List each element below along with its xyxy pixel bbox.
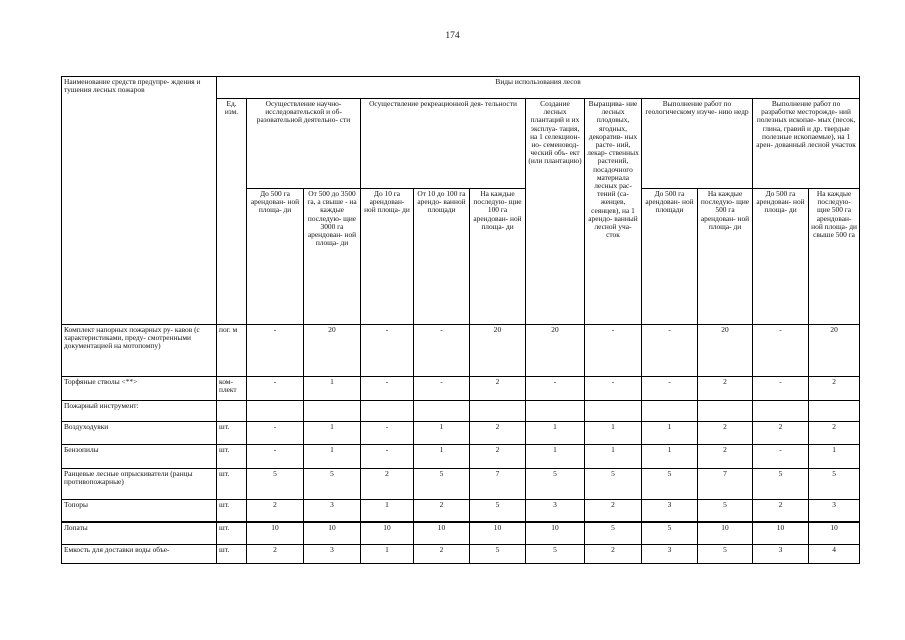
row-item-name: Пожарный инструмент: [62, 401, 217, 422]
row-value-cell: 5 [698, 500, 753, 522]
row-unit: шт. [217, 500, 247, 522]
row-value-cell: - [753, 445, 809, 469]
row-unit: шт. [217, 545, 247, 564]
row-value-cell: 10 [414, 522, 470, 545]
row-value-cell: - [414, 377, 470, 401]
row-value-cell: 10 [809, 522, 860, 545]
row-unit: пог. м [217, 325, 247, 377]
row-value-cell: 5 [753, 469, 809, 500]
table-row [62, 522, 860, 545]
row-value-cell: 7 [698, 469, 753, 500]
row-value-cell: 3 [526, 500, 585, 522]
row-item-name: Лопаты [62, 522, 217, 545]
row-value-cell: 20 [526, 325, 585, 377]
subheader-recreation-10-100: От 10 до 100 га арендо- ванной площади [414, 189, 470, 325]
row-value-cell: 3 [642, 500, 698, 522]
row-value-cell: - [247, 325, 304, 377]
row-value-cell: 1 [585, 445, 642, 469]
row-value-cell: 1 [809, 445, 860, 469]
row-value-cell: 10 [526, 522, 585, 545]
row-value-cell: 2 [809, 422, 860, 445]
fire-equipment-table [61, 76, 860, 564]
row-value-cell [361, 401, 414, 422]
header-group-mining: Выполнение работ по разработке месторожде- ний полезных ископае- мых (песок, глина, гравий и др. твердые полезные ископаемые), на 1 арен- дованный лесной участок [753, 99, 860, 189]
row-item-name: Воздуходувки [62, 422, 217, 445]
row-value-cell: 1 [526, 422, 585, 445]
row-value-cell: - [642, 377, 698, 401]
subheader-mining-up-to-500: До 500 га арендован- ной площа- ди [753, 189, 809, 325]
row-value-cell: 3 [809, 500, 860, 522]
row-value-cell: - [361, 377, 414, 401]
row-value-cell [247, 401, 304, 422]
row-value-cell [642, 401, 698, 422]
row-value-cell: 20 [470, 325, 526, 377]
row-value-cell: 1 [585, 422, 642, 445]
row-value-cell: 2 [470, 445, 526, 469]
row-value-cell: - [414, 325, 470, 377]
row-value-cell: 10 [247, 522, 304, 545]
row-unit: шт. [217, 522, 247, 545]
row-value-cell: - [526, 377, 585, 401]
row-unit [217, 401, 247, 422]
row-value-cell: - [753, 377, 809, 401]
row-value-cell: 1 [414, 422, 470, 445]
row-value-cell: 10 [753, 522, 809, 545]
row-value-cell: 2 [361, 469, 414, 500]
table-row [62, 377, 860, 401]
table-row [62, 545, 860, 564]
header-group-research: Осуществление научно- исследовательской и об- разовательной деятельно- сти [247, 99, 361, 189]
row-value-cell: 3 [304, 545, 361, 564]
row-item-name: Ранцевые лесные опрыскиватели (ранцы противопожарные) [62, 469, 217, 500]
row-value-cell: 10 [304, 522, 361, 545]
row-value-cell: 5 [585, 469, 642, 500]
row-value-cell: 2 [753, 422, 809, 445]
row-value-cell: 10 [361, 522, 414, 545]
row-value-cell: 1 [361, 500, 414, 522]
row-value-cell: 5 [470, 500, 526, 522]
subheader-research-up-to-500: До 500 га арендован- ной площа- ди [247, 189, 304, 325]
row-value-cell: 4 [809, 545, 860, 564]
row-value-cell: 2 [585, 545, 642, 564]
row-value-cell: 5 [470, 545, 526, 564]
header-group-recreation: Осуществление рекреационной дея- тельности [361, 99, 526, 189]
row-value-cell [304, 401, 361, 422]
table-row [62, 445, 860, 469]
row-item-name: Топоры [62, 500, 217, 522]
row-value-cell: - [642, 325, 698, 377]
row-value-cell: 10 [470, 522, 526, 545]
table-row [62, 469, 860, 500]
row-value-cell: 2 [698, 422, 753, 445]
row-value-cell: 3 [304, 500, 361, 522]
header-group-title: Виды использования лесов [217, 77, 860, 99]
table-row [62, 500, 860, 522]
row-value-cell: - [247, 445, 304, 469]
row-value-cell: 5 [414, 469, 470, 500]
row-value-cell: 2 [414, 500, 470, 522]
subheader-mining-each-500: На каждые последую- щие 500 га арендован- ной площа- ди свыше 500 га [809, 189, 860, 325]
row-item-name: Торфяные стволы <**> [62, 377, 217, 401]
row-value-cell: 5 [809, 469, 860, 500]
subheader-geology-each-500: На каждые последую- щие 500 га арендован- ной площа- ди [698, 189, 753, 325]
row-value-cell: 5 [698, 545, 753, 564]
row-value-cell [698, 401, 753, 422]
header-group-cultivation: Выращива- ние лесных плодовых, ягодных, декоратив- ных расте- ний, лекар- ственных растений, посадочного материала лесных рас- тений (са- женцев, сеянцев), на 1 арендо- ванный лесной уча- сток [585, 99, 642, 325]
row-value-cell: 20 [809, 325, 860, 377]
row-item-name: Емкость для доставки воды объе- [62, 545, 217, 564]
row-value-cell: 2 [698, 377, 753, 401]
row-value-cell: 20 [698, 325, 753, 377]
row-value-cell: 3 [642, 545, 698, 564]
table-row [62, 422, 860, 445]
page-number: 174 [445, 31, 460, 41]
row-unit: шт. [217, 469, 247, 500]
row-value-cell: 1 [642, 422, 698, 445]
row-unit: шт. [217, 445, 247, 469]
subheader-geology-up-to-500: До 500 га арендован- ной площади [642, 189, 698, 325]
row-value-cell: - [585, 325, 642, 377]
subheader-research-500-3500: От 500 до 3500 га, а свыше - на каждые последую- щие 3000 га арендован- ной площа- ди [304, 189, 361, 325]
row-value-cell: 2 [414, 545, 470, 564]
row-value-cell [753, 401, 809, 422]
row-value-cell: 1 [304, 422, 361, 445]
row-item-name: Бензопилы [62, 445, 217, 469]
table-row [62, 401, 860, 422]
row-value-cell [809, 401, 860, 422]
row-value-cell [526, 401, 585, 422]
row-value-cell: 10 [698, 522, 753, 545]
row-value-cell: 2 [247, 500, 304, 522]
row-value-cell: 1 [304, 445, 361, 469]
row-value-cell: - [247, 422, 304, 445]
row-unit: ком- плект [217, 377, 247, 401]
header-name-column: Наименование средств предупре- ждения и тушения лесных пожаров [62, 77, 217, 325]
row-value-cell: 1 [526, 445, 585, 469]
row-value-cell: 3 [753, 545, 809, 564]
row-value-cell: 1 [304, 377, 361, 401]
row-value-cell: 2 [753, 500, 809, 522]
row-value-cell: 5 [526, 469, 585, 500]
row-value-cell [414, 401, 470, 422]
row-value-cell: 5 [247, 469, 304, 500]
row-value-cell: 2 [698, 445, 753, 469]
row-value-cell: - [247, 377, 304, 401]
row-value-cell: 1 [414, 445, 470, 469]
row-value-cell: 5 [526, 545, 585, 564]
header-group-plantations: Создание лесных плантаций и их эксплуа- тация, на 1 селекцион- но- семеновод- ческий объ- ект (или плантацию) [526, 99, 585, 325]
row-value-cell: 2 [470, 422, 526, 445]
row-value-cell: 2 [809, 377, 860, 401]
row-value-cell: - [361, 325, 414, 377]
row-value-cell: 5 [642, 469, 698, 500]
row-value-cell: 5 [304, 469, 361, 500]
header-unit-column: Ед. изм. [217, 99, 247, 325]
row-value-cell: 7 [470, 469, 526, 500]
row-value-cell: - [361, 445, 414, 469]
row-value-cell: 2 [585, 500, 642, 522]
row-value-cell: - [585, 377, 642, 401]
subheader-recreation-up-to-10: До 10 га арендован- ной площа- ди [361, 189, 414, 325]
row-value-cell: - [361, 422, 414, 445]
row-item-name: Комплект напорных пожарных ру- кавов (с характеристиками, преду- смотренными документацией на мотопомпу) [62, 325, 217, 377]
row-value-cell: 5 [642, 522, 698, 545]
row-unit: шт. [217, 422, 247, 445]
header-group-geology: Выполнение работ по геологическому изуче- нию недр [642, 99, 753, 189]
row-value-cell: 20 [304, 325, 361, 377]
row-value-cell: 2 [470, 377, 526, 401]
table-body [62, 325, 860, 564]
row-value-cell: 2 [247, 545, 304, 564]
table-row [62, 325, 860, 377]
row-value-cell [585, 401, 642, 422]
row-value-cell: 1 [642, 445, 698, 469]
row-value-cell [470, 401, 526, 422]
row-value-cell: 1 [361, 545, 414, 564]
subheader-recreation-each-100: На каждые последую- щие 100 га арендован- ной площа- ди [470, 189, 526, 325]
row-value-cell: 5 [585, 522, 642, 545]
row-value-cell: - [753, 325, 809, 377]
